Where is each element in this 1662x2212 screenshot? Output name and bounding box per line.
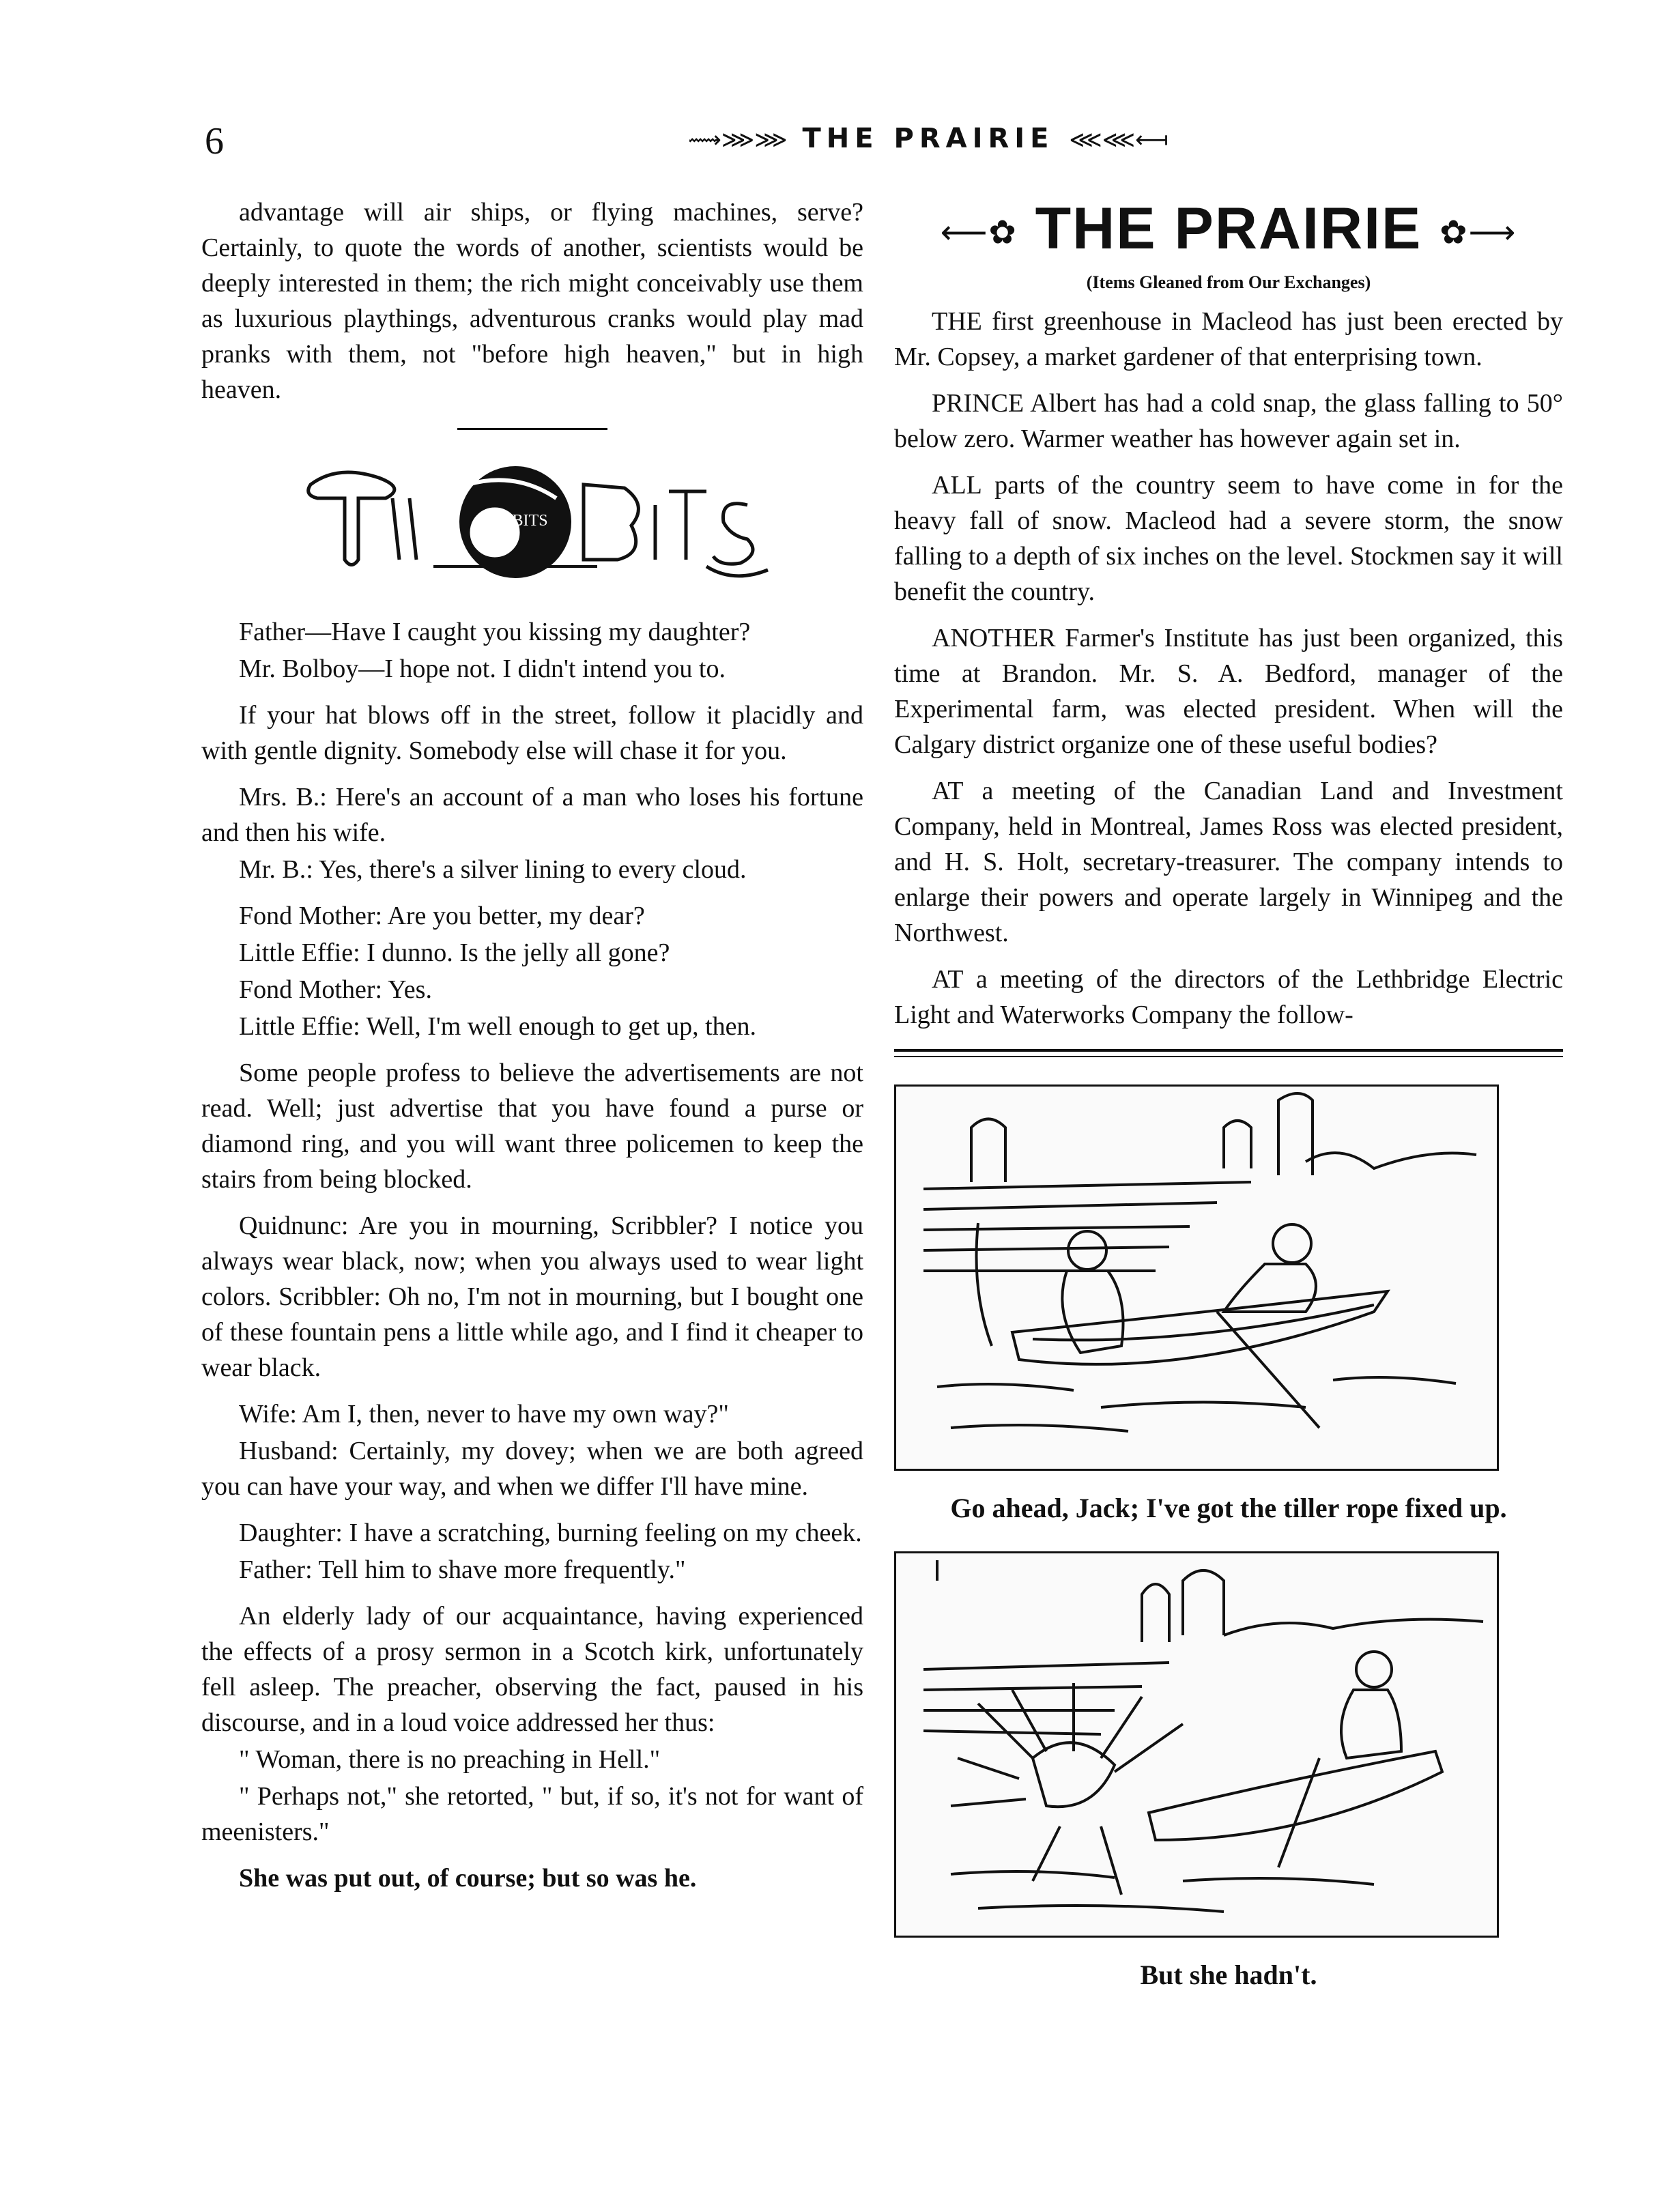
joke-paragraph: Quidnunc: Are you in mourning, Scribbler? I notice you always wear black, now; when you always used to wear light colors. Scribbler: Oh no, I'm not in mourning, but I bought one of these fountain pens a little while ago, and I find it cheaper to wear black. bbox=[201, 1211, 863, 1382]
joke-paragraph: Mrs. B.: Here's an account of a man who loses his fortune and then his wife. bbox=[201, 783, 863, 847]
caption-2: But she hadn't. bbox=[1140, 1959, 1317, 1991]
joke-paragraph: " Woman, there is no preaching in Hell." bbox=[239, 1745, 661, 1774]
illustration-boat-2 bbox=[894, 1551, 1499, 1938]
news-item bbox=[894, 304, 1563, 375]
news-item-text: Albert has had a cold snap, the glass falling to 50° below zero. Warmer weather has however again set in. bbox=[894, 389, 1563, 454]
news-item-text: a meeting of the directors of the Lethbridge Electric Light and Waterworks Company the follow- bbox=[894, 965, 1563, 1030]
divider bbox=[894, 1049, 1563, 1057]
caption-1: Go ahead, Jack; I've got the tiller rope fixed up. bbox=[950, 1493, 1507, 1524]
news-item-lead: PRINCE bbox=[932, 389, 1025, 418]
news-item bbox=[894, 620, 1563, 762]
news-item-lead: AT bbox=[932, 965, 964, 994]
running-title: THE PRAIRIE bbox=[802, 123, 1055, 154]
joke-paragraph: An elderly lady of our acquaintance, having experienced the effects of a prosy sermon in a Scotch kirk, unfortunately fell asleep. The preacher, observing the fact, paused in his discourse, and in a loud voice addressed her thus: bbox=[201, 1602, 863, 1737]
ornament-right-icon: ⋘⋘⟻ bbox=[1069, 126, 1169, 154]
right-column bbox=[894, 195, 1563, 2018]
joke-paragraph: Mr. Bolboy—I hope not. I didn't intend you to. bbox=[239, 655, 726, 683]
joke-paragraph: Husband: Certainly, my dovey; when we are both agreed you can have your way, and when we differ I'll have mine. bbox=[201, 1437, 863, 1501]
news-item-text: first greenhouse in Macleod has just been erected by Mr. Copsey, a market gardener of that enterprising town. bbox=[894, 307, 1563, 372]
news-item-lead: ANOTHER bbox=[932, 624, 1056, 653]
news-item-text: a meeting of the Canadian Land and Investment Company, held in Montreal, James Ross was elected president, and H. S. Holt, secretary-treasurer. The company intends to enlarge their powers and operate largely in Winnipeg and the Northwest. bbox=[894, 777, 1563, 948]
news-item bbox=[894, 962, 1563, 1033]
logo-text: TIT-BITS bbox=[483, 512, 548, 530]
jokes-list bbox=[201, 614, 863, 1896]
left-column bbox=[201, 195, 863, 1907]
joke-paragraph: If your hat blows off in the street, follow it placidly and with gentle dignity. Somebody else will chase it for you. bbox=[201, 701, 863, 765]
joke-paragraph: She was put out, of course; but so was he. bbox=[239, 1864, 697, 1893]
joke-paragraph: Wife: Am I, then, never to have my own way?" bbox=[239, 1400, 729, 1428]
running-head bbox=[621, 123, 1235, 154]
news-item-lead: ALL bbox=[932, 471, 982, 500]
ornament-left-icon: ⟵✿ bbox=[940, 214, 1018, 251]
ornament-left-icon: ⟿⋙⋙ bbox=[688, 126, 788, 154]
news-item-lead: AT bbox=[932, 777, 964, 806]
illustration-boat-1 bbox=[894, 1085, 1499, 1471]
news-item bbox=[894, 468, 1563, 609]
news-item-lead: THE bbox=[932, 307, 982, 336]
joke-paragraph: " Perhaps not," she retorted, " but, if so, it's not for want of meenisters." bbox=[201, 1782, 863, 1846]
joke-paragraph: Daughter: I have a scratching, burning feeling on my cheek. bbox=[239, 1519, 862, 1547]
news-item bbox=[894, 773, 1563, 951]
news-list bbox=[894, 304, 1563, 1033]
joke-paragraph: Fond Mother: Yes. bbox=[239, 975, 432, 1004]
section-title bbox=[894, 195, 1563, 267]
ornament-right-icon: ✿⟶ bbox=[1439, 214, 1517, 251]
joke-paragraph: Some people profess to believe the advertisements are not read. Well; just advertise that you have found a purse or diamond ring, and you will want three policemen to keep the stairs from being blocked. bbox=[201, 1059, 863, 1194]
joke-paragraph: Mr. B.: Yes, there's a silver lining to every cloud. bbox=[239, 855, 747, 884]
joke-paragraph: Little Effie: Well, I'm well enough to get up, then. bbox=[239, 1012, 756, 1041]
divider bbox=[457, 428, 607, 430]
joke-paragraph: Fond Mother: Are you better, my dear? bbox=[239, 902, 645, 930]
page-number: 6 bbox=[205, 120, 224, 162]
joke-paragraph: Father: Tell him to shave more frequently." bbox=[239, 1555, 686, 1584]
tidbits-logo bbox=[297, 457, 775, 587]
intro-paragraph: advantage will air ships, or flying machines, serve? Certainly, to quote the words of another, scientists would be deeply interested in them; the rich might conceivably use them as luxurious playthings, adventurous cranks would play mad pranks with them, not "before high heaven," but in high heaven. bbox=[201, 198, 863, 404]
joke-paragraph: Little Effie: I dunno. Is the jelly all gone? bbox=[239, 938, 670, 967]
news-item-text: Farmer's Institute has just been organized, this time at Brandon. Mr. S. A. Bedford, manager of the Experimental farm, was elected president. When will the Calgary district organize one of these useful bodies? bbox=[894, 624, 1563, 760]
news-item-text: parts of the country seem to have come in for the heavy fall of snow. Macleod had a severe storm, the snow falling to a depth of six inches on the level. Stockmen say it will benefit the country. bbox=[894, 471, 1563, 607]
news-item bbox=[894, 386, 1563, 457]
joke-paragraph: Father—Have I caught you kissing my daughter? bbox=[239, 618, 751, 646]
section-subtitle: (Items Gleaned from Our Exchanges) bbox=[1086, 272, 1371, 293]
section-title-text: THE PRAIRIE bbox=[1035, 196, 1422, 261]
